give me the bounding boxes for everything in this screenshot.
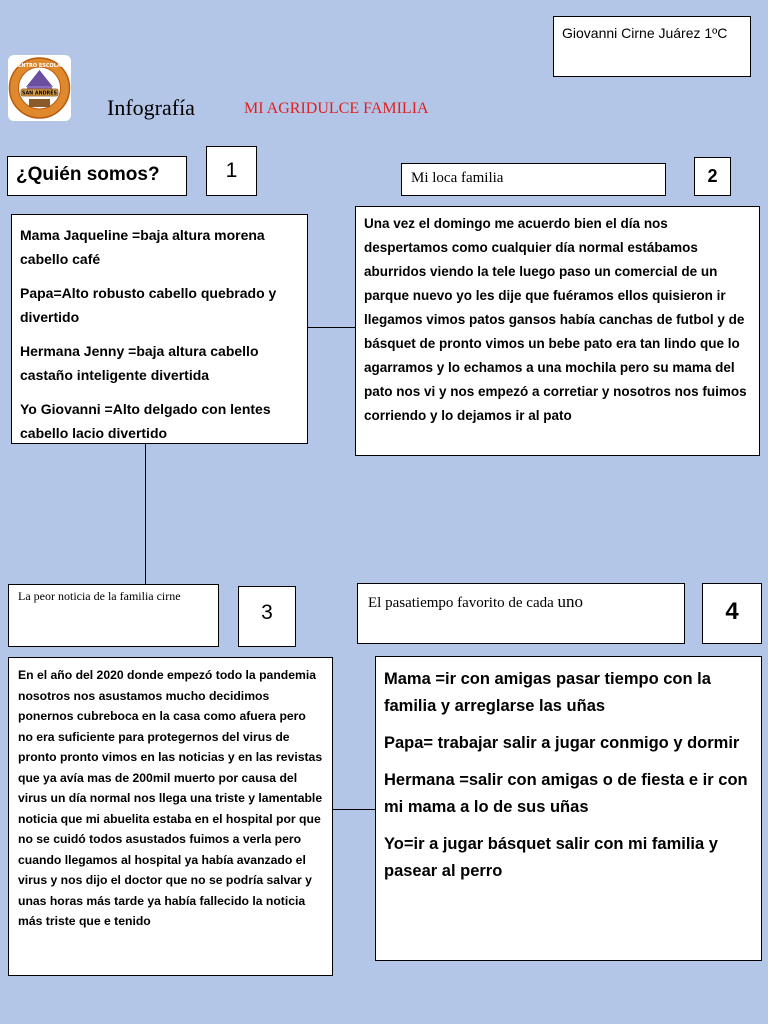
section1-number-box	[206, 146, 257, 196]
logo-middle-text: SAN ANDRÉS	[22, 91, 57, 97]
section3-number: 3	[261, 601, 273, 624]
school-logo	[8, 55, 71, 121]
author-name: Giovanni Cirne Juárez 1ºC	[562, 25, 728, 41]
section3-title-box	[8, 584, 219, 647]
connector-3-4	[333, 809, 375, 810]
member-hermana: Hermana Jenny =baja altura cabello castaño inteligente divertida	[20, 343, 259, 383]
section4-content-box	[375, 656, 762, 961]
section3-title: La peor noticia de la familia cirne	[18, 589, 181, 603]
hobby-hermana: Hermana =salir con amigas o de fiesta e ir con mi mama a lo de sus uñas	[384, 771, 748, 816]
section2-story: Una vez el domingo me acuerdo bien el día nos despertamos como cualquier día normal estábamos aburridos viendo la tele luego paso un comercial de un parque nuevo yo les dije que fuéramos ellos quisieron ir llegamos vimos patos gansos había canchas de futbol y de básquet de pronto vimos un bebe pato era tan lindo que lo agarramos y lo echamos a una mochila pero su mama del pato nos vi y nos empezó a corretiar y nosotros nos fuimos corriendo y lo dejamos ir al pato	[364, 216, 747, 423]
section1-title-box	[7, 156, 187, 196]
hobby-papa: Papa= trabajar salir a jugar conmigo y dormir	[384, 734, 740, 752]
logo-top-text: CENTRO ESCOLAR	[14, 63, 65, 69]
hobby-yo: Yo=ir a jugar básquet salir con mi familia y pasear al perro	[384, 835, 718, 880]
member-mama: Mama Jaqueline =baja altura morena cabello café	[20, 227, 265, 267]
section2-title: Mi loca familia	[411, 170, 504, 186]
section4-title-end: uno	[557, 592, 584, 611]
section1-content-box	[11, 214, 308, 444]
connector-1-3	[145, 444, 146, 584]
section2-content-box	[355, 206, 760, 456]
section3-story: En el año del 2020 donde empezó todo la pandemia nosotros nos asustamos mucho decidimos ponernos cubreboca en la casa como afuera pero no era suficiente para protegernos del virus de pronto pronto vimos en las noticias y en las revistas que ya avía mas de 200mil muerto por causa del virus un día normal nos llega una triste y lamentable noticia que mi abuelita estaba en el hospital por que no se cuidó todos asustados fuimos a verla pero cuando llegamos al hospital ya había avanzado el virus y nos dijo el doctor que no se podría salvar y unas horas más tarde ya había fallecido la noticia más triste que e tenido	[18, 668, 323, 928]
section3-content-box	[8, 657, 333, 976]
hobby-mama: Mama =ir con amigas pasar tiempo con la familia y arreglarse las uñas	[384, 670, 711, 715]
section4-title: El pasatiempo favorito de cada	[368, 595, 554, 611]
section1-title: ¿Quién somos?	[16, 164, 160, 185]
section2-number-box	[694, 157, 731, 196]
member-yo: Yo Giovanni =Alto delgado con lentes cabello lacio divertido	[20, 401, 271, 441]
section3-number-box	[238, 586, 296, 647]
member-papa: Papa=Alto robusto cabello quebrado y divertido	[20, 285, 277, 325]
infografia-label: Infografía	[107, 95, 195, 120]
infographic-title: MI AGRIDULCE FAMILIA	[244, 100, 429, 117]
section2-number: 2	[707, 166, 718, 186]
section4-title-box	[357, 583, 685, 644]
section2-title-box	[401, 163, 666, 196]
author-box	[553, 16, 751, 77]
connector-1-2	[308, 327, 355, 328]
section1-number: 1	[225, 159, 238, 182]
section4-number-box	[702, 583, 762, 644]
section4-number: 4	[725, 598, 739, 625]
